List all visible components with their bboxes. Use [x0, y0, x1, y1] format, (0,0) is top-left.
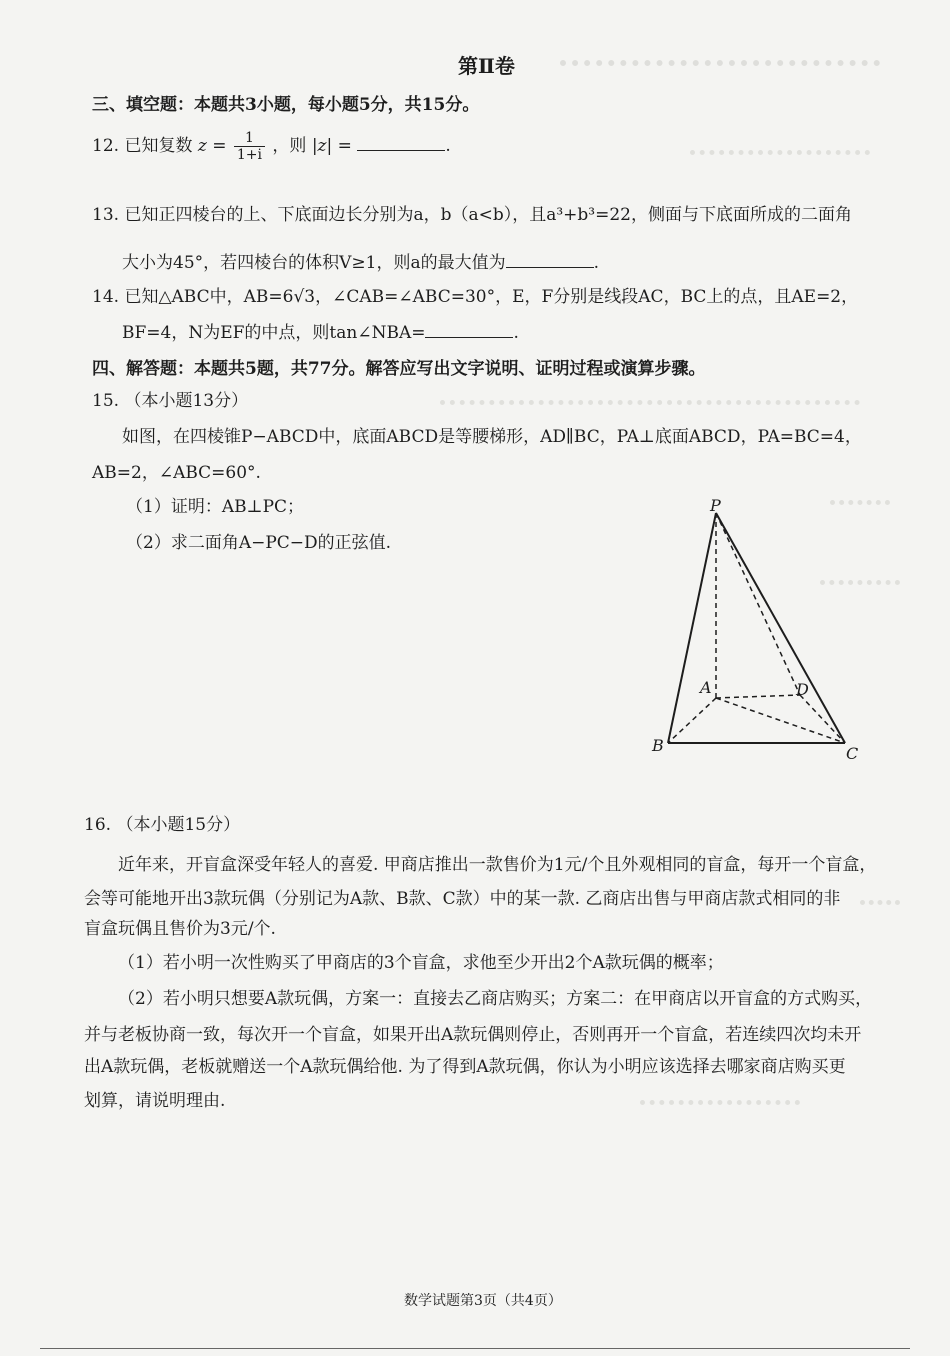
question-16-part1: （1）若小明一次性购买了甲商店的3个盲盒，求他至少开出2个A款玩偶的概率；	[118, 953, 724, 973]
question-text: 已知复数	[124, 136, 193, 156]
equals-sign: =	[212, 136, 227, 156]
fraction-denominator: 1+i	[236, 147, 263, 163]
bleed-through-mark	[860, 900, 900, 915]
section-fill-in-heading: 三、填空题：本题共3小题，每小题5分，共15分。	[92, 95, 480, 115]
page-title: 第Ⅱ卷	[458, 54, 515, 78]
edge-PD	[716, 513, 800, 695]
label-D: D	[796, 680, 809, 699]
question-16-part2-line3: 出A款玩偶，老板就赠送一个A款玩偶给他. 为了得到A款玩偶，你认为小明应该选择去哪家商店购买更	[84, 1057, 846, 1077]
question-15-part1: （1）证明：AB⊥PC；	[126, 497, 305, 517]
bleed-through-mark	[560, 60, 880, 80]
question-16-part2-line1: （2）若小明只想要A款玩偶，方案一：直接去乙商店购买；方案二：在甲商店以开盲盒的方式购买，	[118, 989, 873, 1009]
answer-blank[interactable]	[357, 134, 445, 151]
question-14-line2	[122, 318, 519, 343]
question-number: 13.	[92, 205, 120, 225]
question-16-para1-line3: 盲盒玩偶且售价为3元/个.	[84, 919, 276, 939]
question-text: 大小为45°，若四棱台的体积V≥1，则a的最大值为	[122, 253, 506, 273]
label-C: C	[846, 744, 859, 763]
label-P: P	[710, 496, 721, 515]
question-number: 12.	[92, 136, 120, 156]
question-16-para1-line1: 近年来，开盲盒深受年轻人的喜爱. 甲商店推出一款售价为1元/个且外观相同的盲盒，每开一个盲盒，	[118, 855, 877, 875]
question-text: ，则	[272, 136, 307, 156]
question-15-line2: AB=2，∠ABC=60°.	[92, 463, 261, 483]
question-text: BF=4，N为EF的中点，则tan∠NBA=	[122, 323, 426, 343]
pyramid-figure	[640, 495, 880, 770]
question-15-header: 15. （本小题13分）	[92, 391, 249, 411]
fraction	[234, 130, 265, 163]
period: .	[593, 253, 600, 273]
abs-z: |z|	[311, 136, 333, 156]
question-text: 已知△ABC中，AB=6√3，∠CAB=∠ABC=30°，E，F分别是线段AC，BC上的点，且AE=2，	[124, 287, 859, 307]
question-15-line1: 如图，在四棱锥P−ABCD中，底面ABCD是等腰梯形，AD∥BC，PA⊥底面ABCD，PA=BC=4，	[122, 427, 862, 447]
question-13-line2	[122, 248, 599, 273]
fraction-numerator: 1	[234, 130, 265, 147]
label-B: B	[652, 736, 664, 755]
question-16-part2-line2: 并与老板协商一致，每次开一个盲盒，如果开出A款玩偶则停止，否则再开一个盲盒，若连续四次均未开	[84, 1025, 862, 1045]
question-text: 已知正四棱台的上、下底面边长分别为a，b（a<b），且a³+b³=22，侧面与下底面所成的二面角	[124, 205, 852, 225]
question-14-line1	[92, 282, 858, 307]
section-solutions-heading: 四、解答题：本题共5题，共77分。解答应写出文字说明、证明过程或演算步骤。	[92, 359, 706, 379]
question-15-part2: （2）求二面角A−PC−D的正弦值.	[126, 533, 392, 553]
answer-blank[interactable]	[506, 251, 594, 268]
bleed-through-mark	[690, 150, 870, 165]
edge-AD	[716, 695, 800, 698]
var-z: z	[197, 136, 207, 156]
edge-AC	[716, 698, 845, 743]
edge-PC	[716, 513, 845, 743]
question-12	[92, 130, 451, 163]
question-number: 14.	[92, 287, 120, 307]
page-footer: 数学试题第3页（共4页）	[404, 1293, 562, 1309]
answer-blank[interactable]	[425, 321, 513, 338]
edge-PB	[668, 513, 716, 743]
question-13-line1	[92, 200, 852, 225]
bleed-through-mark	[440, 400, 860, 415]
question-16-header: 16. （本小题15分）	[84, 815, 241, 835]
question-16-part2-line4: 划算，请说明理由.	[84, 1091, 226, 1111]
bleed-through-mark	[640, 1100, 800, 1115]
label-A: A	[700, 678, 712, 697]
period: .	[513, 323, 519, 343]
period: .	[445, 136, 451, 156]
equals-sign: =	[337, 136, 352, 156]
question-16-para1-line2: 会等可能地开出3款玩偶（分别记为A款、B款、C款）中的某一款. 乙商店出售与甲商店款式相同的非	[84, 889, 841, 909]
bottom-rule	[40, 1348, 910, 1349]
